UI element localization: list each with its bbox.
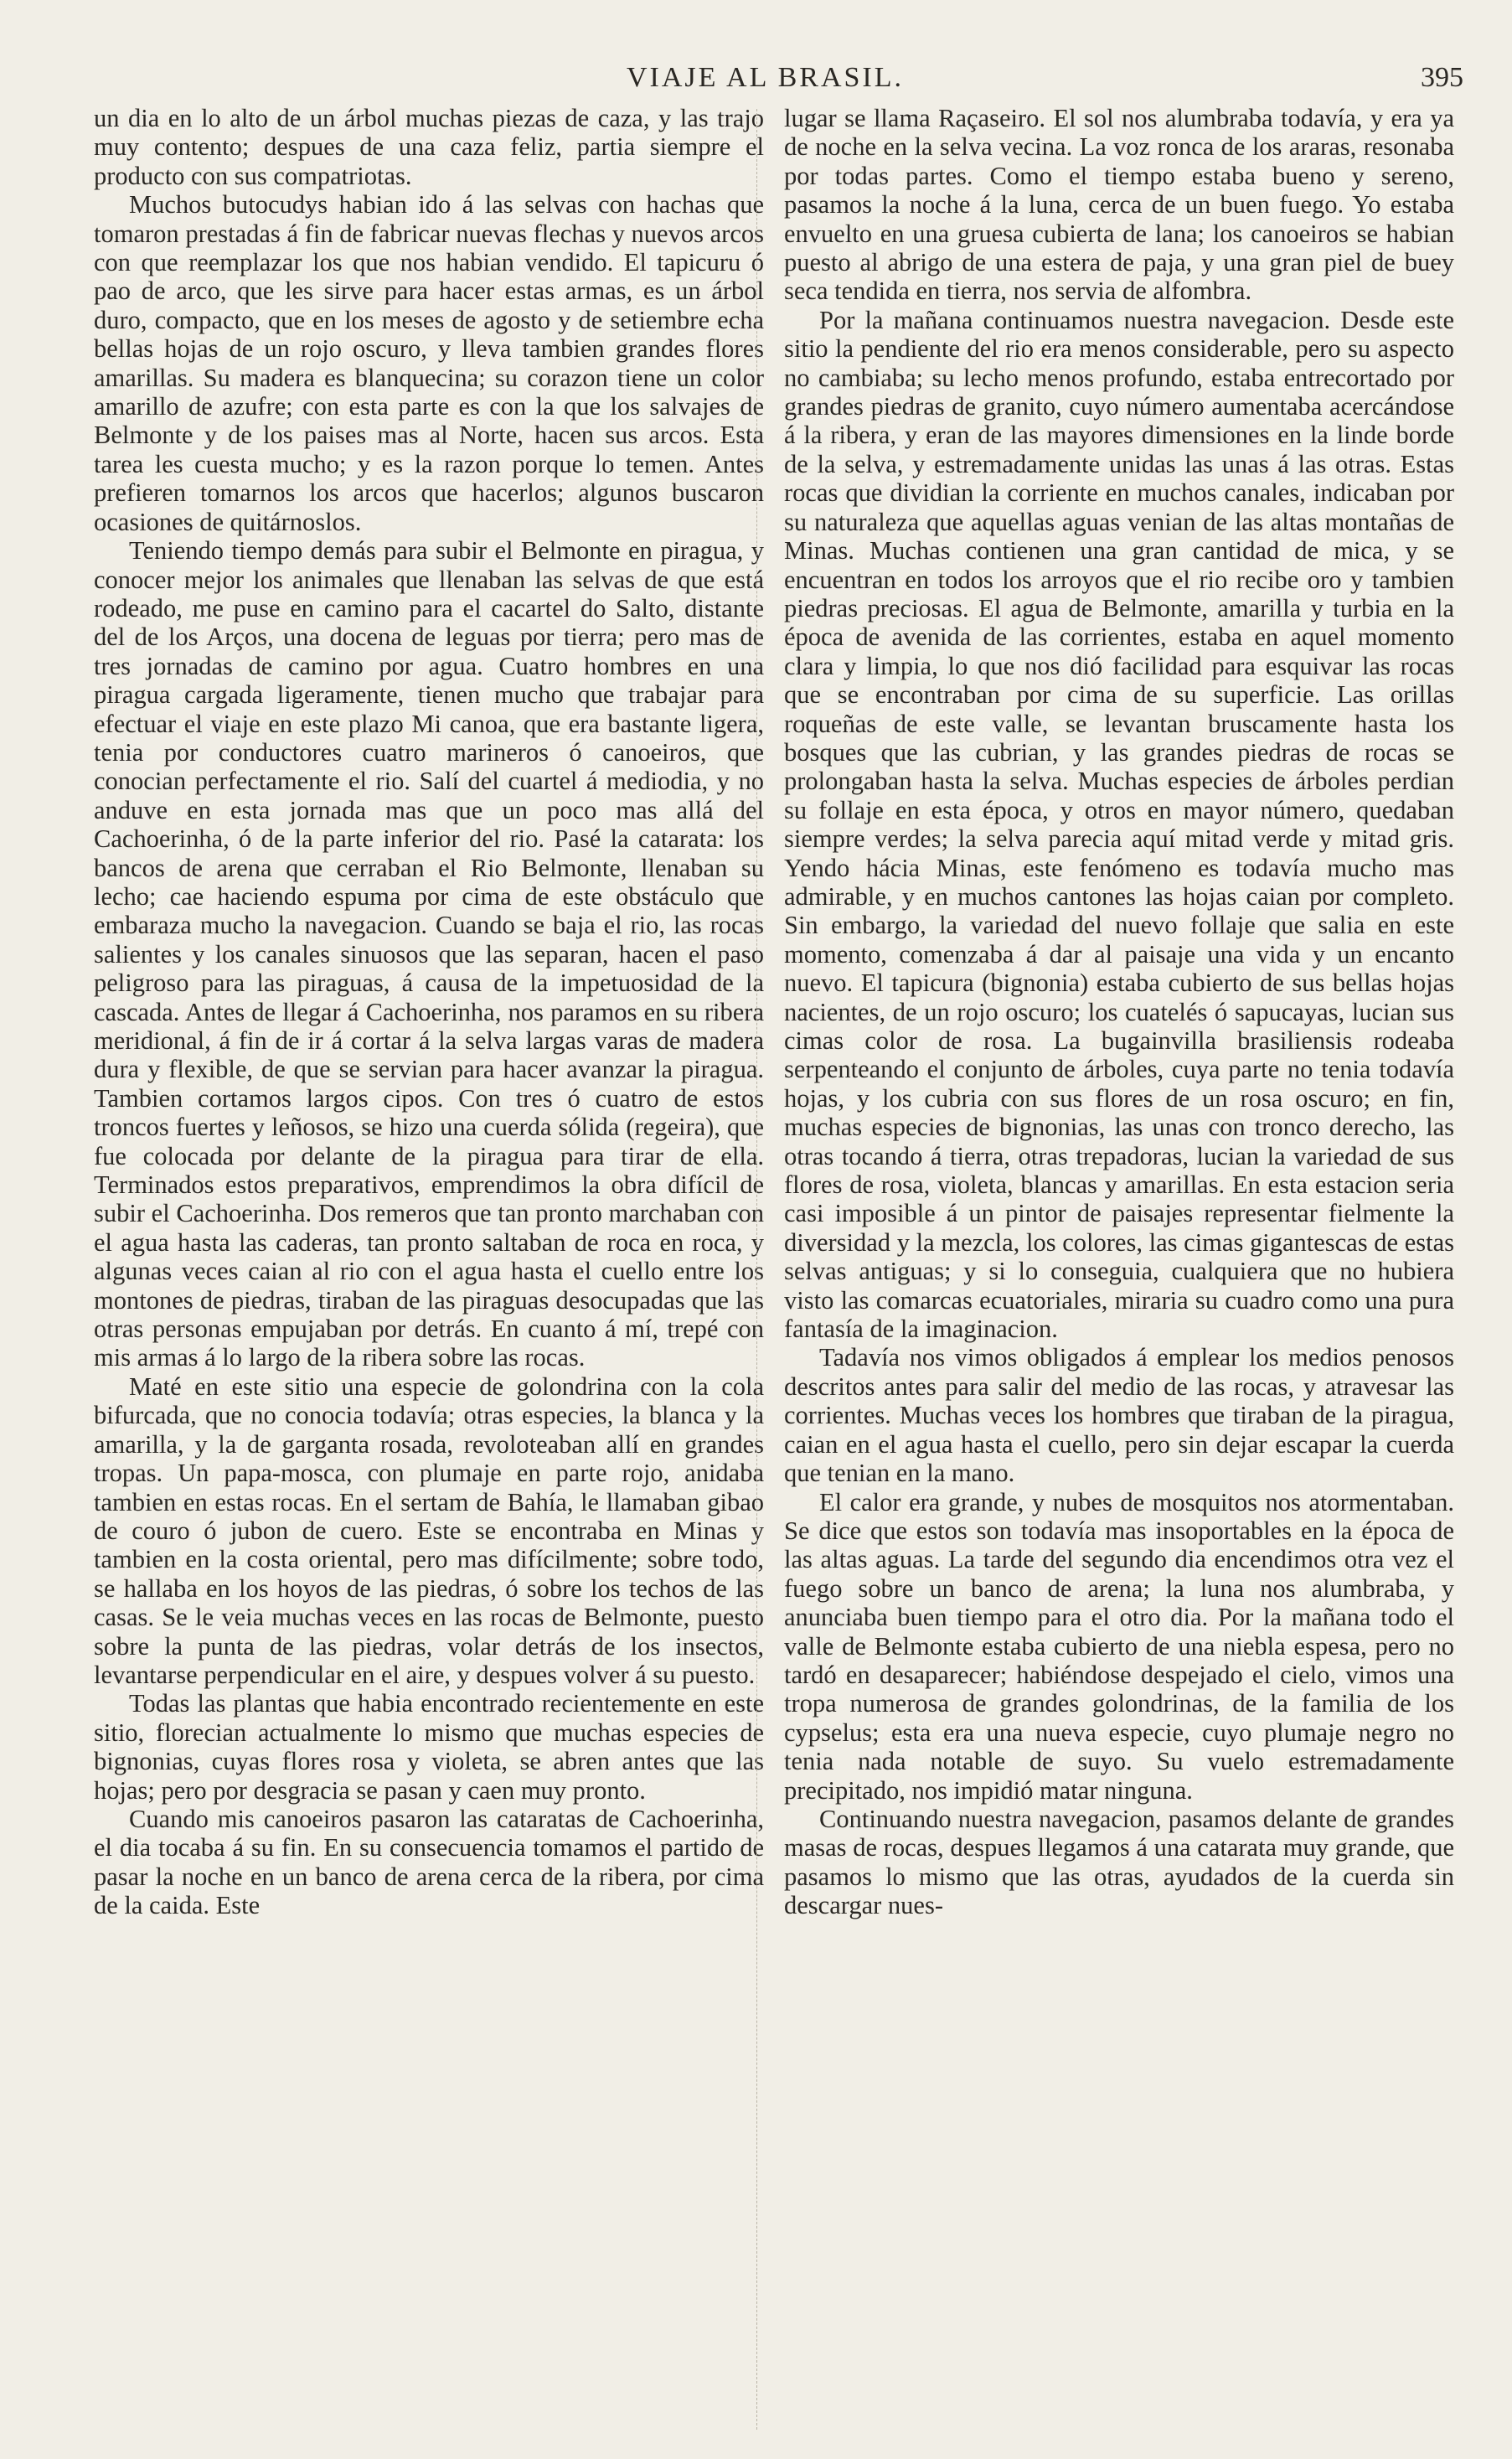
paragraph: Cuando mis canoeiros pasaron las cataratas de Cachoerinha, el dia tocaba á su fin. En su consecuencia tomamos el partido de pasar la noche en un banco de arena cerca de la ribera, por cima de la caida. Este xyxy=(94,1804,764,1920)
running-title: VIAJE AL BRASIL. xyxy=(627,62,905,93)
column-divider xyxy=(756,109,757,2430)
paragraph: Por la mañana continuamos nuestra navegacion. Desde este sitio la pendiente del rio era menos considerable, pero su aspecto no cambiaba; su lecho menos profundo, estaba entrecortado por grandes piedras de granito, cuyo número aumentaba acercándose á la ribera, y eran de las mayores dimensiones en la linde borde de la selva, y estremadamente unidas las unas á las otras. Estas rocas que dividian la corriente en muchos canales, indicaban por su naturaleza que aquellas aguas venian de las altas montañas de Minas. Muchas contienen una gran cantidad de mica, y se encuentran en todos los arroyos que el rio recibe oro y tambien piedras preciosas. El agua de Belmonte, amarilla y turbia en la época de avenida de las corrientes, estaba en aquel momento clara y limpia, lo que nos dió facilidad para esquivar las rocas que se encontraban por cima de su superficie. Las orillas roqueñas de este valle, se levantan bruscamente hasta los bosques que las cubrian, y las grandes piedras de rocas se prolongaban hasta la selva. Muchas especies de árboles perdian su follaje en esta época, y otros en mayor número, quedaban siempre verdes; la selva parecia aquí mitad verde y mitad gris. Yendo hácia Minas, este fenómeno es todavía mucho mas admirable, y en muchos cantones las hojas caian por completo. Sin embargo, la variedad del nuevo follaje que salia en este momento, comenzaba á dar al paisaje una vida y un encanto nuevo. El tapicura (bignonia) estaba cubierto de sus bellas hojas nacientes, de un rojo oscuro; los cuatelés ó sapucayas, lucian sus cimas color de rosa. La bugainvilla brasiliensis rodeaba serpenteando el conjunto de árboles, cuya parte no tenia todavía hojas, y los cubria con sus flores de un rosa oscuro; en fin, muchas especies de bignonias, las unas con tronco derecho, las otras tocando á tierra, otras trepadoras, lucian la variedad de sus flores de rosa, violeta, blancas y amarillas. En esta estacion seria casi imposible á un pintor de paisajes representar fielmente la diversidad y la mezcla, los colores, las cimas gigantescas de estas selvas antiguas; y si lo conseguia, cualquiera que no hubiera visto las comarcas ecuatoriales, miraria su cuadro como una pura fantasía de la imaginacion. xyxy=(784,305,1454,1344)
paragraph: Maté en este sitio una especie de golondrina con la cola bifurcada, que no conocia todavía; otras especies, la blanca y la amarilla, y la de garganta rosada, revoloteaban allí en grandes tropas. Un papa-mosca, con plumaje en parte rojo, anidaba tambien en estas rocas. En el sertam de Bahía, le llamaban gibao de couro ó jubon de cuero. Este se encontraba en Minas y tambien en la costa oriental, pero mas difícilmente; sobre todo, se hallaba en los hoyos de las piedras, ó sobre los techos de las casas. Se le veia muchas veces en las rocas de Belmonte, puesto sobre la punta de las piedras, volar detrás de los insectos, levantarse perpendicular en el aire, y despues volver á su puesto. xyxy=(94,1372,764,1689)
paragraph: Continuando nuestra navegacion, pasamos delante de grandes masas de rocas, despues llegamos á una catarata muy grande, que pasamos lo mismo que las otras, ayudados de la cuerda sin descargar nues- xyxy=(784,1804,1454,1920)
paragraph: Teniendo tiempo demás para subir el Belmonte en piragua, y conocer mejor los animales que llenaban las selvas de que está rodeado, me puse en camino para el cacartel do Salto, distante del de los Arços, una docena de leguas por tierra; pero mas de tres jornadas de camino por agua. Cuatro hombres en una piragua cargada ligeramente, tienen mucho que trabajar para efectuar el viaje en este plazo Mi canoa, que era bastante ligera, tenia por conductores cuatro marineros ó canoeiros, que conocian perfectamente el rio. Salí del cuartel á mediodia, y no anduve en esta jornada mas que un poco mas allá del Cachoerinha, ó de la parte inferior del rio. Pasé la catarata: los bancos de arena que cerraban el Rio Belmonte, llenaban su lecho; cae haciendo espuma por cima de este obstáculo que embaraza mucho la navegacion. Cuando se baja el rio, las rocas salientes y los canales sinuosos que las separan, hacen el paso peligroso para las piraguas, á causa de la impetuosidad de la cascada. Antes de llegar á Cachoerinha, nos paramos en su ribera meridional, á fin de ir á cortar á la selva largas varas de madera dura y flexible, de que se servian para hacer avanzar la piragua. Tambien cortamos largos cipos. Con tres ó cuatro de estos troncos fuertes y leñosos, se hizo una cuerda sólida (regeira), que fue colocada por delante de la piragua para tirar de ella. Terminados estos preparativos, emprendimos la obra difícil de subir el Cachoerinha. Dos remeros que tan pronto marchaban con el agua hasta las caderas, tan pronto saltaban de roca en roca, y algunas veces caian al rio con el agua hasta el cuello entre los montones de piedras, tiraban de las piraguas desocupadas que las otras personas empujaban por detrás. En cuanto á mí, trepé con mis armas á lo largo de la ribera sobre las rocas. xyxy=(94,536,764,1372)
paragraph: El calor era grande, y nubes de mosquitos nos atormentaban. Se dice que estos son todavía mas insoportables en la época de las altas aguas. La tarde del segundo dia encendimos otra vez el fuego sobre un banco de arena; la luna nos alumbraba, y anunciaba buen tiempo para el otro dia. Por la mañana todo el valle de Belmonte estaba cubierto de una niebla espesa, pero no tardó en desaparecer; habiéndose despejado el cielo, vimos una tropa numerosa de grandes golondrinas, de la familia de los cypselus; esta era una nueva especie, cuyo plumaje negro no tenia nada notable de suyo. Su vuelo estremadamente precipitado, nos impidió matar ninguna. xyxy=(784,1487,1454,1805)
paragraph: un dia en lo alto de un árbol muchas piezas de caza, y las trajo muy contento; despues de una caza feliz, partia siempre el producto con sus compatriotas. xyxy=(94,104,764,190)
page-header xyxy=(0,57,1512,101)
paragraph: Muchos butocudys habian ido á las selvas con hachas que tomaron prestadas á fin de fabricar nuevas flechas y nuevos arcos con que reemplazar los que nos habian vendido. El tapicuru ó pao de arco, que les sirve para hacer estas armas, es un árbol duro, compacto, que en los meses de agosto y de setiembre echa bellas hojas de un rojo oscuro, y lleva tambien grandes flores amarillas. Su madera es blanquecina; su corazon tiene un color amarillo de azufre; con esta parte es con la que los salvajes de Belmonte y de los paises mas al Norte, hacen sus arcos. Esta tarea les cuesta mucho; y es la razon porque lo temen. Antes prefieren tomarnos los arcos que hacerlos; algunos buscaron ocasiones de quitárnoslos. xyxy=(94,190,764,536)
paragraph: Tadavía nos vimos obligados á emplear los medios penosos descritos antes para salir del medio de las rocas, y atravesar las corrientes. Muchas veces los hombres que tiraban de la piragua, caian en el agua hasta el cuello, pero sin dejar escapar la cuerda que tenian en la mano. xyxy=(784,1343,1454,1488)
left-column xyxy=(94,104,764,2433)
right-column xyxy=(784,104,1454,2433)
paragraph: Todas las plantas que habia encontrado recientemente en este sitio, florecian actualmente lo mismo que muchas especies de bignonias, cuyas flores rosa y violeta, se abren antes que las hojas; pero por desgracia se pasan y caen muy pronto. xyxy=(94,1689,764,1805)
page-number: 395 xyxy=(1421,62,1463,93)
paragraph: lugar se llama Raçaseiro. El sol nos alumbraba todavía, y era ya de noche en la selva vecina. La voz ronca de los araras, resonaba por todas partes. Como el tiempo estaba bueno y sereno, pasamos la noche á la luna, cerca de un buen fuego. Yo estaba envuelto en una gruesa cubierta de lana; los canoeiros se habian puesto al abrigo de una estera de paja, y una gran piel de buey seca tendida en tierra, nos servia de alfombra. xyxy=(784,104,1454,306)
